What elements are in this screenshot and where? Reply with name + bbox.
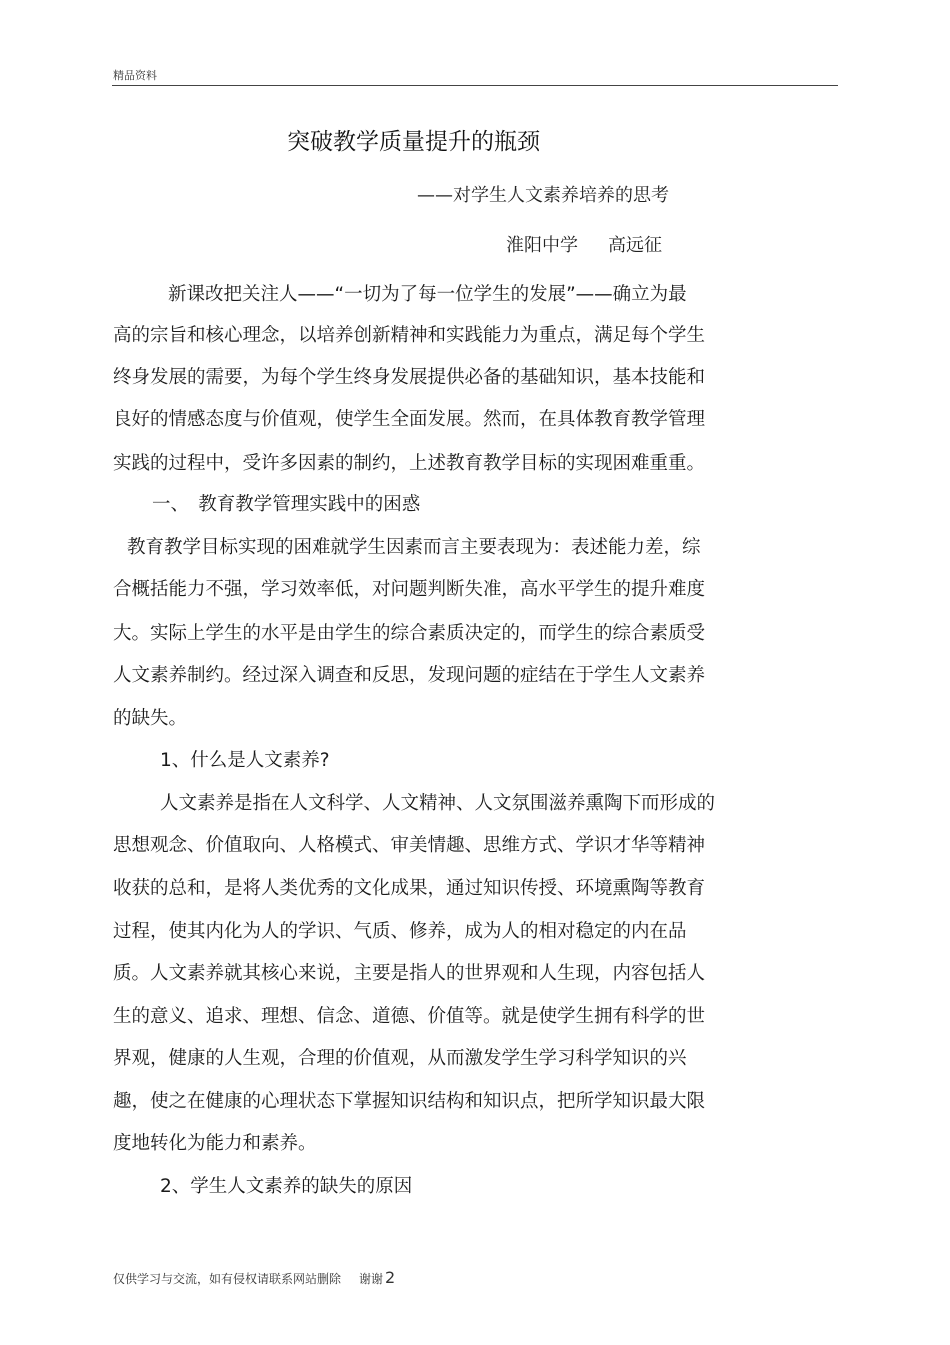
document-title: 突破教学质量提升的瓶颈 [287, 129, 540, 155]
body-line: 教育教学目标实现的困难就学生因素而言主要表现为：表述能力差，综 [127, 537, 701, 558]
body-line: 界观，健康的人生观，合理的价值观，从而激发学生学习科学知识的兴 [113, 1048, 687, 1069]
footer-thanks: 谢谢 [359, 1272, 384, 1286]
body-line: 人文素养是指在人文科学、人文精神、人文氛围滋养熏陶下而形成的 [160, 793, 716, 814]
author-school: 淮阳中学 [506, 235, 578, 256]
footer-text: 仅供学习与交流，如有侵权请联系网站删除 [113, 1272, 342, 1286]
body-line: 生的意义、追求、理想、信念、道德、价值等。就是使学生拥有科学的世 [113, 1006, 706, 1027]
body-line: 新课改把关注人——“一切为了每一位学生的发展”——确立为最 [168, 284, 687, 305]
body-line: 质。人文素养就其核心来说，主要是指人的世界观和人生现，内容包括人 [113, 963, 706, 984]
author-name: 高远征 [608, 235, 662, 256]
body-line: 终身发展的需要，为每个学生终身发展提供必备的基础知识，基本技能和 [113, 367, 706, 388]
body-line: 收获的总和，是将人类优秀的文化成果，通过知识传授、环境熏陶等教育 [113, 878, 706, 899]
body-line: 大。实际上学生的水平是由学生的综合素质决定的，而学生的综合素质受 [113, 623, 706, 644]
body-line: 高的宗旨和核心理念，以培养创新精神和实践能力为重点，满足每个学生 [113, 325, 706, 346]
subsection-heading: 1、什么是人文素养? [160, 750, 330, 771]
page-number: 2 [385, 1268, 396, 1287]
header-rule [112, 85, 838, 86]
body-line: 思想观念、价值取向、人格模式、审美情趣、思维方式、学识才华等精神 [113, 835, 706, 856]
body-line: 实践的过程中，受许多因素的制约，上述教育教学目标的实现困难重重。 [113, 453, 706, 474]
author-line [506, 231, 662, 257]
subsection-heading: 2、学生人文素养的缺失的原因 [160, 1176, 413, 1197]
document-subtitle: ——对学生人文素养培养的思考 [417, 185, 669, 206]
header-label: 精品资料 [113, 69, 157, 82]
footer [113, 1268, 395, 1287]
body-line: 度地转化为能力和素养。 [113, 1133, 317, 1154]
body-line: 合概括能力不强，学习效率低，对问题判断失准，高水平学生的提升难度 [113, 579, 706, 600]
section-heading: 一、 教育教学管理实践中的困惑 [152, 494, 421, 515]
body-line: 趣，使之在健康的心理状态下掌握知识结构和知识点，把所学知识最大限 [113, 1091, 706, 1112]
body-line: 过程，使其内化为人的学识、气质、修养，成为人的相对稳定的内在品 [113, 921, 687, 942]
body-line: 良好的情感态度与价值观，使学生全面发展。然而，在具体教育教学管理 [113, 409, 706, 430]
body-line: 的缺失。 [113, 708, 188, 729]
body-line: 人文素养制约。经过深入调查和反思，发现问题的症结在于学生人文素养 [113, 665, 706, 686]
